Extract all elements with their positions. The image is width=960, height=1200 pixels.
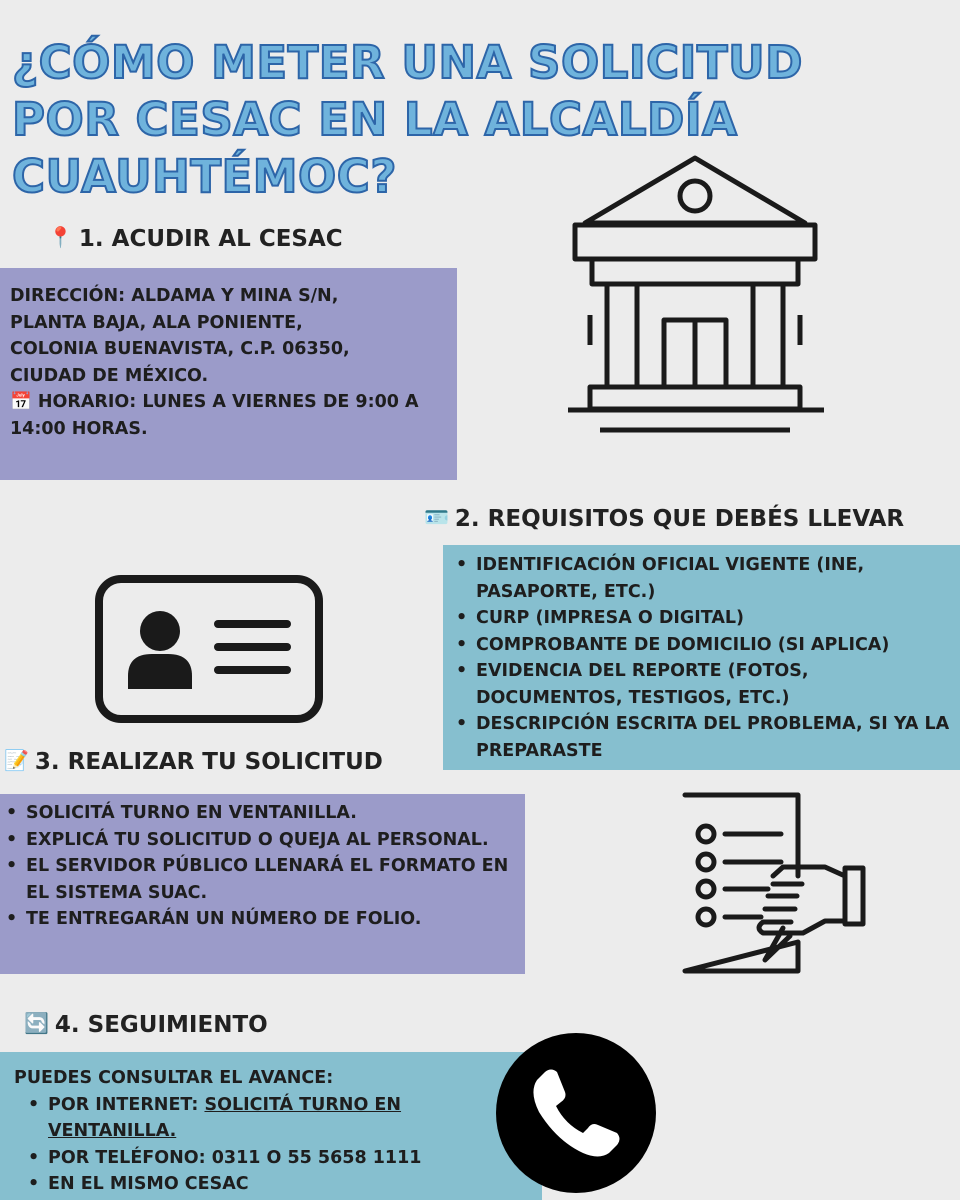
section-4-box [0, 1052, 542, 1200]
schedule-line-2: 14:00 HORAS. [10, 418, 148, 439]
address-line-2: PLANTA BAJA, ALA PONIENTE, [10, 312, 303, 333]
section-4-heading [24, 1011, 268, 1038]
requirements-list [454, 552, 952, 764]
list-item: • SOLICITÁ TURNO EN VENTANILLA. [4, 800, 519, 827]
title-line-2: POR CESAC EN LA ALCALDÍA [12, 93, 738, 146]
calendar-icon: 📅 [10, 392, 32, 412]
phone-icon [495, 1032, 657, 1194]
internet-link[interactable]: SOLICITÁ TURNO EN VENTANILLA. [48, 1094, 402, 1141]
refresh-icon: 🔄 [24, 1011, 49, 1035]
list-item: • COMPROBANTE DE DOMICILIO (SI APLICA) [454, 632, 952, 659]
list-item: • TE ENTREGARÁN UN NÚMERO DE FOLIO. [4, 906, 519, 933]
address-line-3: COLONIA BUENAVISTA, C.P. 06350, [10, 339, 350, 359]
section-1-heading [48, 225, 343, 252]
follow-up-intro: PUEDES CONSULTAR EL AVANCE: [14, 1068, 334, 1088]
address-line-4: CIUDAD DE MÉXICO. [10, 365, 209, 386]
list-item: • EN EL MISMO CESAC [26, 1171, 532, 1198]
section-1-heading-text: 1. ACUDIR AL CESAC [78, 226, 343, 252]
schedule-line-1: 📅 HORARIO: LUNES A VIERNES DE 9:00 A [10, 392, 419, 412]
section-4-heading-text: 4. SEGUIMIENTO [54, 1012, 268, 1038]
section-2-box [443, 545, 960, 770]
pin-icon: 📍 [48, 225, 73, 249]
list-item: • DESCRIPCIÓN ESCRITA DEL PROBLEMA, SI YA LA PREPARASTE [454, 711, 952, 764]
section-2-heading [424, 505, 904, 532]
section-1-box [0, 268, 457, 480]
address-line-1: DIRECCIÓN: ALDAMA Y MINA S/N, [10, 286, 339, 306]
list-item: • POR TELÉFONO: 0311 O 55 5658 1111 [26, 1145, 532, 1172]
list-item: • POR INTERNET: SOLICITÁ TURNO EN VENTANILLA. [26, 1092, 428, 1145]
checklist-hand-icon [675, 788, 870, 978]
id-card-emoji-icon: 🪪 [424, 505, 449, 529]
list-item: • EVIDENCIA DEL REPORTE (FOTOS, DOCUMENTOS, TESTIGOS, ETC.) [454, 658, 952, 711]
steps-list [4, 800, 519, 933]
government-building-icon [560, 150, 830, 435]
title-line-3: CUAUHTÉMOC? [12, 150, 397, 203]
section-3-heading-text: 3. REALIZAR TU SOLICITUD [34, 749, 383, 775]
follow-up-list [26, 1092, 532, 1198]
list-item: • IDENTIFICACIÓN OFICIAL VIGENTE (INE, PASAPORTE, ETC.) [454, 552, 952, 605]
section-2-heading-text: 2. REQUISITOS QUE DEBÉS LLEVAR [454, 506, 905, 532]
list-item: • EXPLICÁ TU SOLICITUD O QUEJA AL PERSONAL. [4, 827, 519, 854]
title-line-1: ¿CÓMO METER UNA SOLICITUD [12, 36, 803, 89]
id-card-icon [94, 574, 324, 724]
memo-icon: 📝 [4, 748, 29, 772]
list-item: • EL SERVIDOR PÚBLICO LLENARÁ EL FORMATO EN EL SISTEMA SUAC. [4, 853, 519, 906]
section-3-heading [4, 748, 383, 775]
section-3-box [0, 794, 525, 974]
list-item: • CURP (IMPRESA O DIGITAL) [454, 605, 952, 632]
